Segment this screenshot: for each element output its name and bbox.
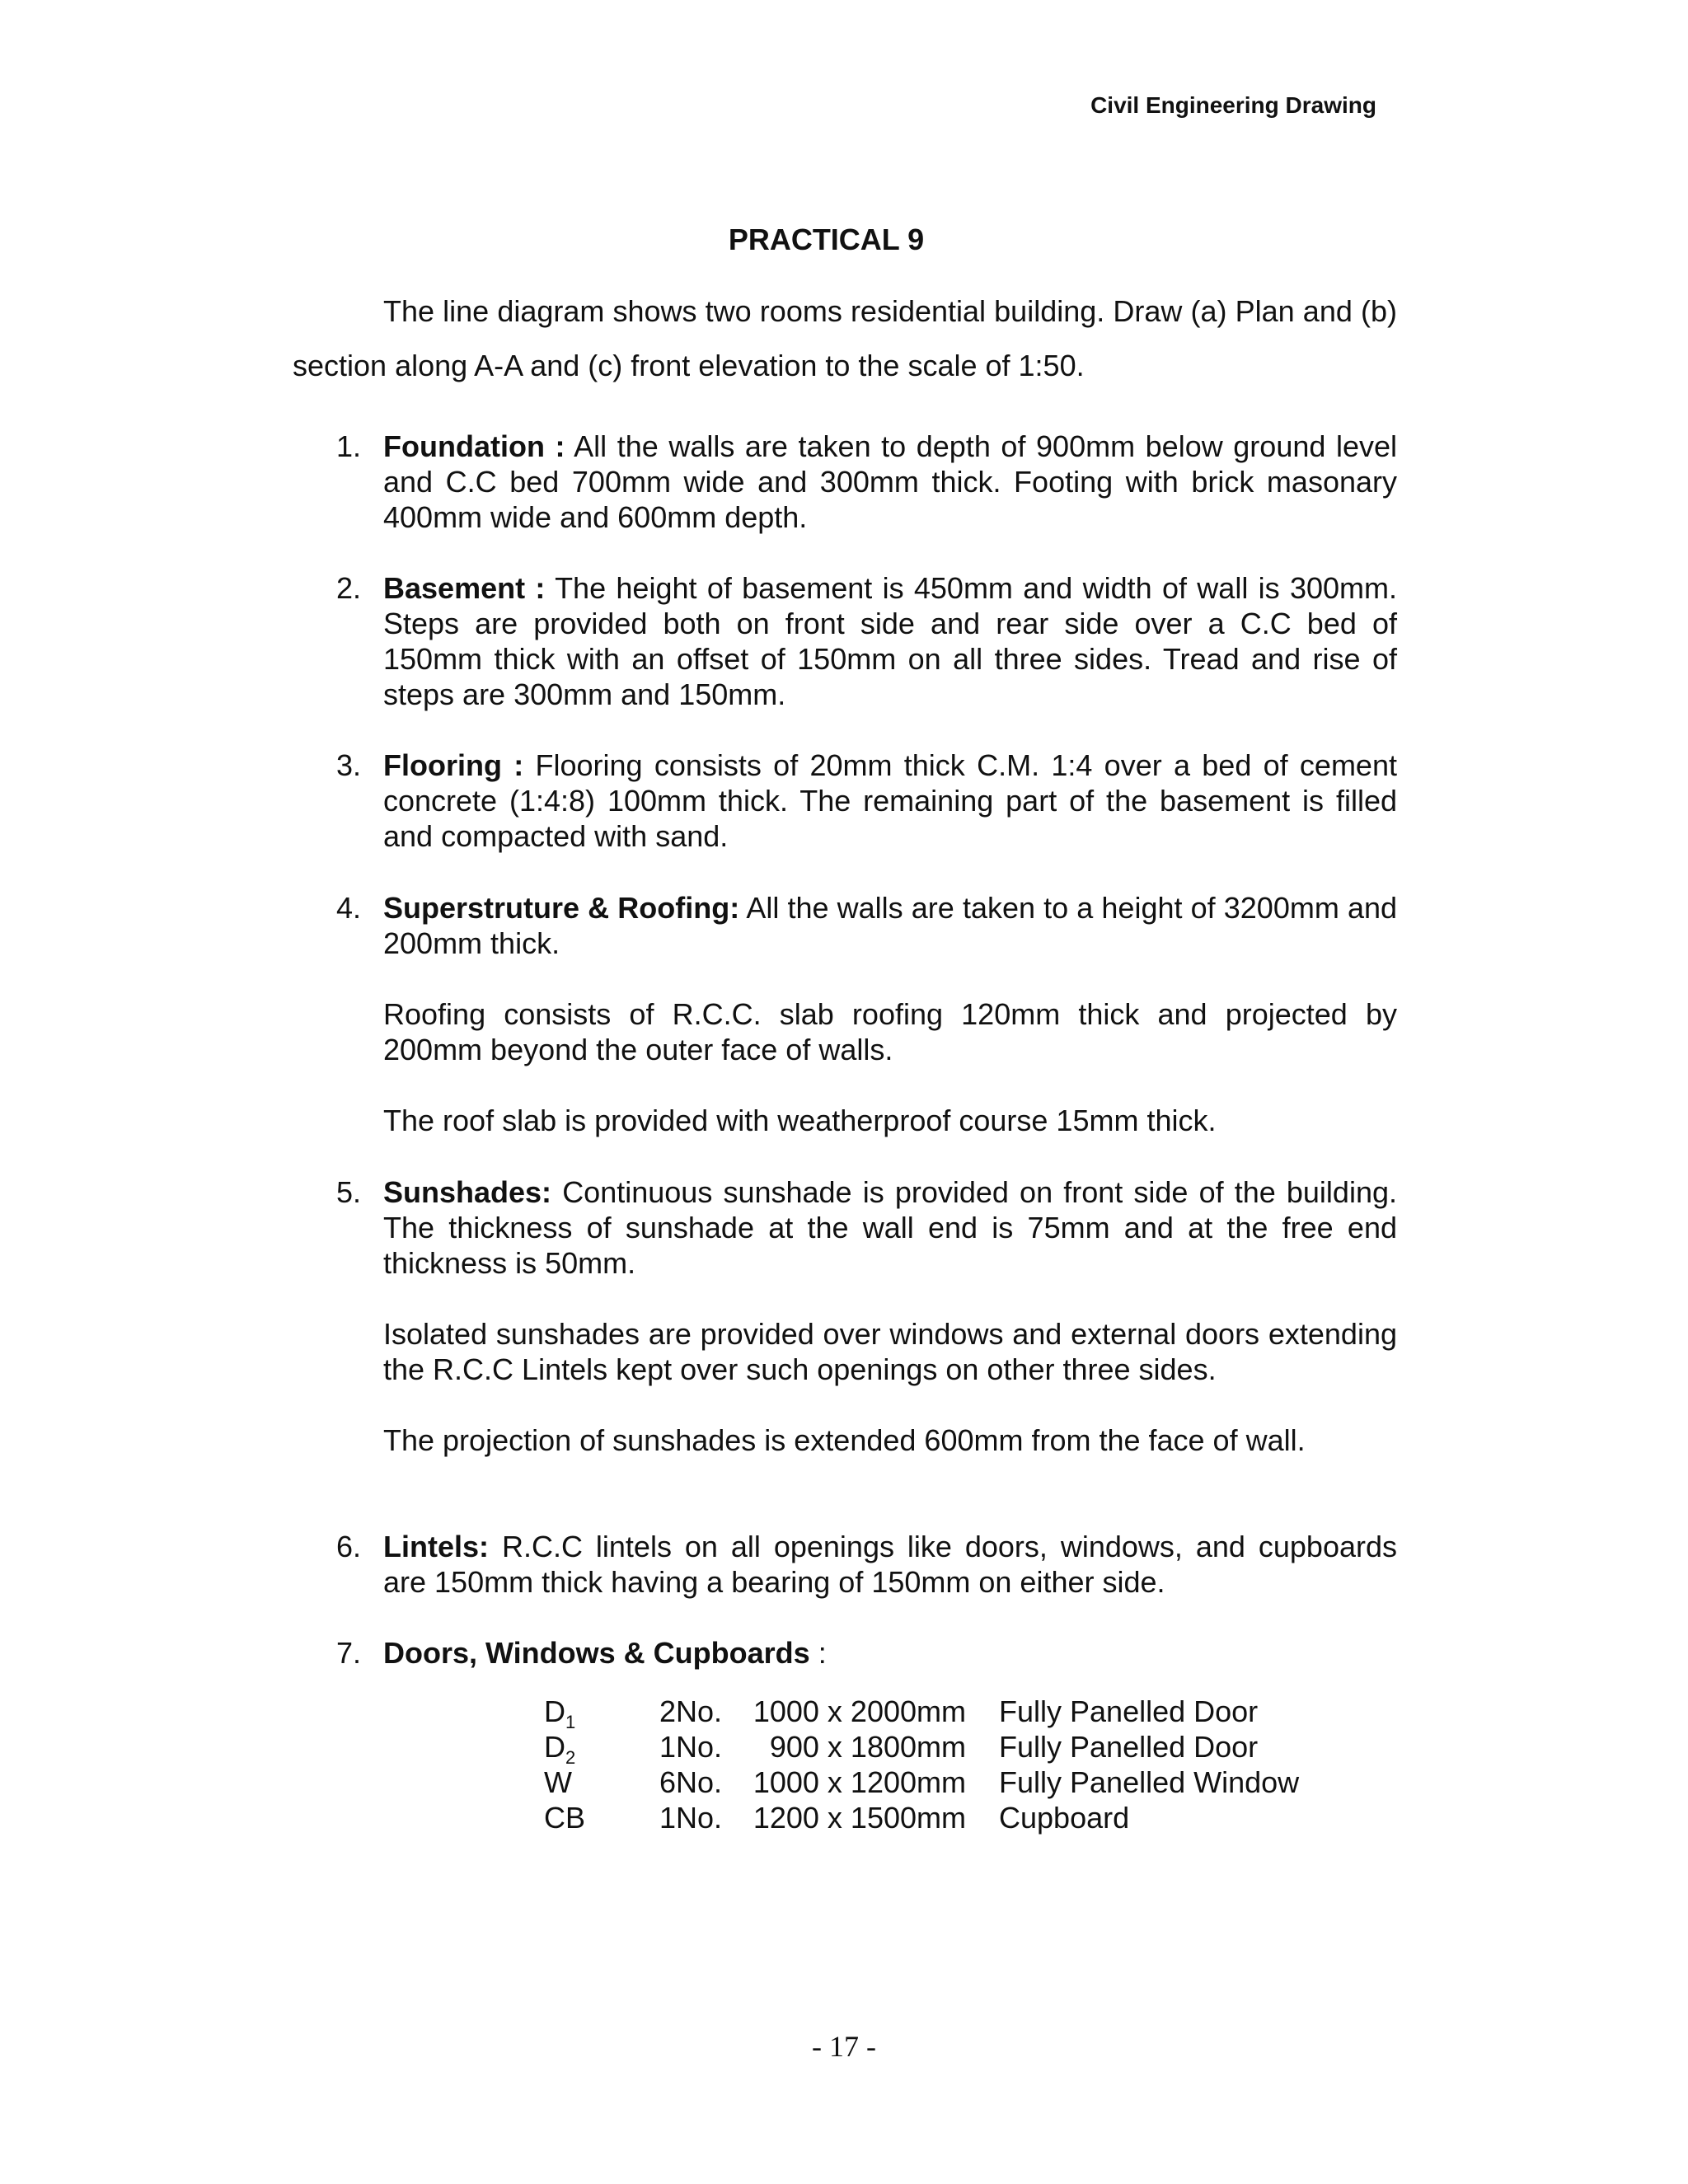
schedule-count: 1No. <box>659 1730 723 1764</box>
list-item-number: 6. <box>336 1530 362 1563</box>
code-letter: D <box>544 1730 565 1764</box>
list-item-paragraph <box>383 1174 1397 1281</box>
table-row <box>544 1729 1345 1765</box>
list-item-paragraph: The projection of sunshades is extended 600mm from the face of wall. <box>383 1423 1306 1457</box>
size-value: 1000 x 1200mm <box>753 1765 966 1799</box>
schedule-count: 2No. <box>659 1694 723 1728</box>
schedule-code <box>544 1765 659 1800</box>
size-value: 1200 x 1500mm <box>753 1801 966 1835</box>
list-item-heading: Sunshades: <box>383 1175 552 1209</box>
schedule-description: Fully Panelled Door <box>999 1694 1259 1728</box>
list-item-paragraph: Isolated sunshades are provided over windows and external doors extending the R.C.C Lintels kept over such openings on other three sides. <box>383 1317 1397 1386</box>
schedule-code <box>544 1694 659 1733</box>
list-item-body <box>383 890 1397 1138</box>
list-item-text: Continuous sunshade is provided on front side of the building. The thickness of sunshade at the wall end is 75mm and at the free end thickness is 50mm. <box>383 1175 1397 1280</box>
list-item-paragraph <box>383 1635 1397 1671</box>
schedule-code <box>544 1800 659 1835</box>
table-row <box>544 1694 1345 1729</box>
list-item-body <box>383 1174 1397 1458</box>
schedule-description: Fully Panelled Window <box>999 1765 1300 1799</box>
list-item-paragraph <box>383 890 1397 961</box>
list-item-text: All the walls are taken to depth of 900mm below ground level and C.C bed 700mm wide and 300mm thick. Footing with brick masonary 400mm wide and 600mm depth. <box>383 429 1398 534</box>
opening-schedule-table <box>544 1694 1345 1835</box>
list-item-paragraph <box>383 429 1397 535</box>
schedule-description: Fully Panelled Door <box>999 1730 1259 1764</box>
list-item-number: 4. <box>336 891 362 925</box>
list-item-number: 2. <box>336 571 362 605</box>
list-item-text: All the walls are taken to a height of 3200mm and 200mm thick. <box>383 891 1398 960</box>
list-item-number: 1. <box>336 429 362 463</box>
size-value: 900 x 1800mm <box>769 1730 966 1764</box>
code-subscript: 1 <box>565 1712 576 1733</box>
list-item-number: 3. <box>336 748 362 782</box>
code-subscript: 2 <box>565 1747 576 1769</box>
list-item-number: 5. <box>336 1175 362 1209</box>
list-item-paragraph: The roof slab is provided with weatherproof course 15mm thick. <box>383 1104 1217 1137</box>
list-item-text: Flooring consists of 20mm thick C.M. 1:4 over a bed of cement concrete (1:4:8) 100mm thick. The remaining part of the basement is filled and compacted with sand. <box>383 748 1397 853</box>
list-item-paragraph: Roofing consists of R.C.C. slab roofing 120mm thick and projected by 200mm beyond the outer face of walls. <box>383 997 1397 1066</box>
list-item-heading: Flooring : <box>383 748 524 782</box>
list-item-paragraph <box>383 748 1397 854</box>
list-item-body <box>383 1635 1397 1671</box>
list-item-body <box>383 1529 1397 1600</box>
list-item-heading: Doors, Windows & Cupboards <box>383 1636 810 1670</box>
list-item-heading: Lintels: <box>383 1530 490 1563</box>
list-item-text: R.C.C lintels on all openings like doors, windows, and cupboards are 150mm thick having a bearing of 150mm on either side. <box>383 1530 1397 1599</box>
table-row <box>544 1800 1345 1835</box>
list-item-paragraph <box>383 1529 1397 1600</box>
code-letter: W <box>544 1765 572 1799</box>
schedule-code <box>544 1729 659 1769</box>
schedule-size <box>752 1765 999 1800</box>
running-header: Civil Engineering Drawing <box>1090 92 1376 118</box>
list-item-text: : <box>818 1636 827 1670</box>
list-item-text: The height of basement is 450mm and width of wall is 300mm. Steps are provided both on front side and rear side over a C.C bed of 150mm thick with an offset of 150mm on all three sides. Tread and rise of steps are 300mm and 150mm. <box>383 571 1397 711</box>
page-number: - 17 - <box>812 2030 876 2063</box>
schedule-count: 6No. <box>659 1765 723 1799</box>
list-item-heading: Foundation : <box>383 429 565 463</box>
schedule-description: Cupboard <box>999 1801 1130 1835</box>
schedule-size <box>752 1729 999 1765</box>
list-item-body <box>383 748 1397 854</box>
list-item-number: 7. <box>336 1636 362 1670</box>
code-letter: CB <box>544 1801 586 1835</box>
code-letter: D <box>544 1694 565 1728</box>
list-item-heading: Superstruture & Roofing: <box>383 891 740 925</box>
list-item-heading: Basement : <box>383 571 546 605</box>
table-row <box>544 1765 1345 1800</box>
list-item-paragraph <box>383 570 1397 712</box>
schedule-size <box>752 1800 999 1835</box>
schedule-size <box>752 1694 999 1729</box>
list-item-body <box>383 429 1397 535</box>
schedule-count: 1No. <box>659 1801 723 1835</box>
list-item-body <box>383 570 1397 712</box>
intro-paragraph: The line diagram shows two rooms residential building. Draw (a) Plan and (b) section along A-A and (c) front elevation to the scale of 1:50. <box>293 294 1397 382</box>
size-value: 1000 x 2000mm <box>753 1694 966 1728</box>
page-title: PRACTICAL 9 <box>728 223 925 256</box>
